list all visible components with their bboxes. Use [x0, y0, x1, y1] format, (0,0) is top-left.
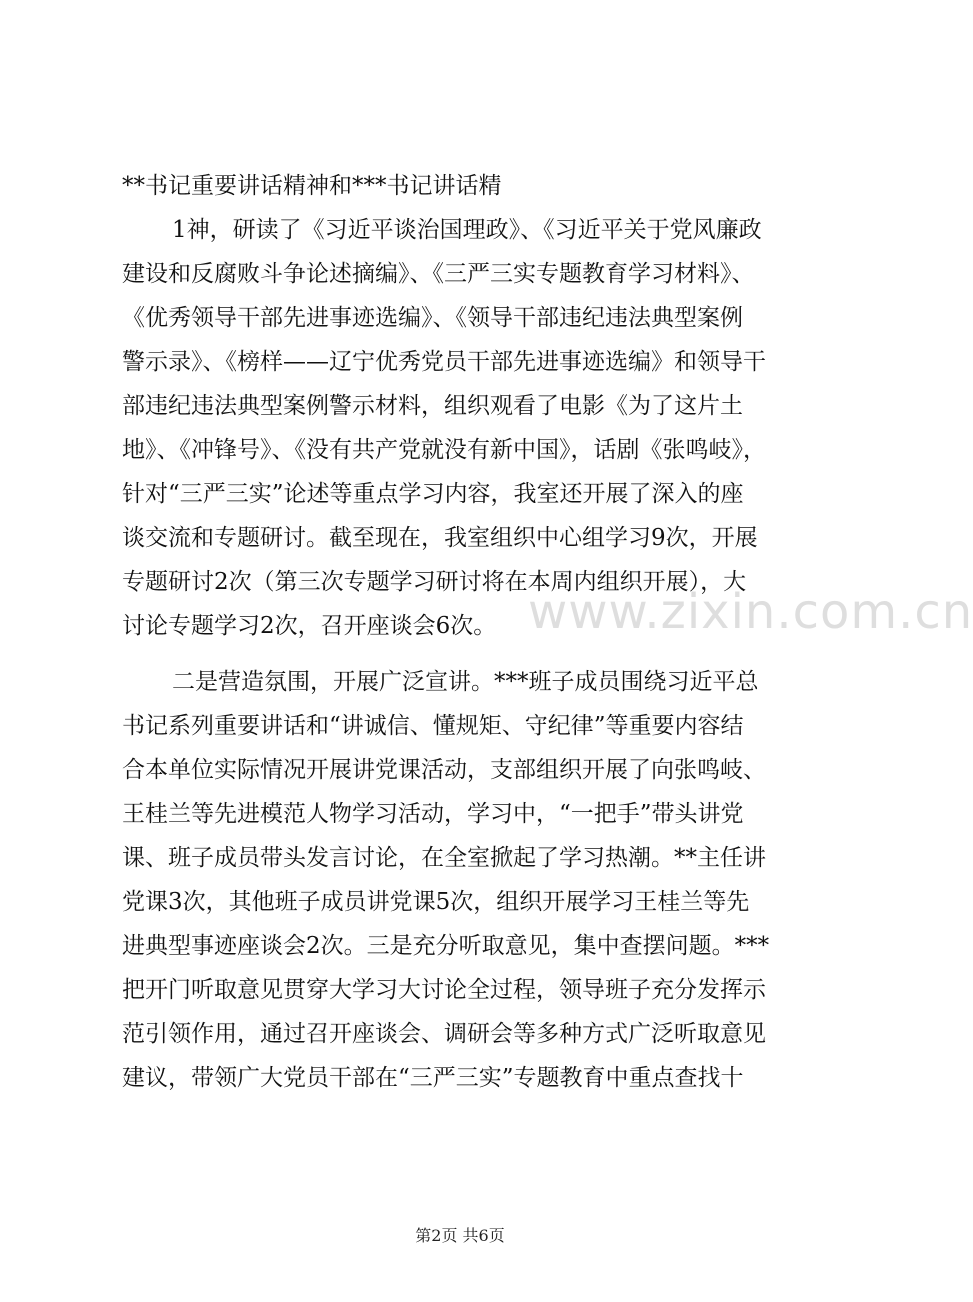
line-text: 《优秀领导干部先进事迹选编》、《领导干部违纪违法典型案例 [122, 305, 743, 331]
line-text: 谈交流和专题研讨。截至现在，我室组织中心组学习9次，开展 [122, 525, 758, 551]
page-footer [0, 1224, 920, 1248]
line-text: 针对“三严三实”论述等重点学习内容，我室还开展了深入的座 [122, 481, 744, 507]
line-text: 范引领作用，通过召开座谈会、调研会等多种方式广泛听取意见 [122, 1021, 766, 1047]
line-text: 讨论专题学习2次，召开座谈会6次。 [122, 613, 497, 639]
paragraph-line [0, 296, 920, 340]
line-text: 建设和反腐败斗争论述摘编》、《三严三实专题教育学习材料》、 [122, 261, 755, 287]
paragraph-line [0, 1012, 920, 1056]
paragraph-line [0, 472, 920, 516]
paragraph-line [0, 792, 920, 836]
line-text: 把开门听取意见贯穿大学习大讨论全过程，领导班子充分发挥示 [122, 977, 766, 1003]
paragraph-line [0, 924, 920, 968]
line-text: 书记系列重要讲话和“讲诚信、懂规矩、守纪律”等重要内容结 [122, 713, 744, 739]
line-text: 1神，研读了《习近平谈治国理政》、《习近平关于党风廉政 [172, 217, 762, 243]
page-number-label: 第2页 共6页 [415, 1226, 505, 1245]
line-text: 进典型事迹座谈会2次。三是充分听取意见，集中查摆问题。*** [122, 933, 770, 959]
line-text: **书记重要讲话精神和***书记讲话精 [122, 173, 502, 199]
paragraph-line [0, 968, 920, 1012]
watermark: www.zixin.com.cn [528, 584, 973, 640]
paragraph-line [0, 516, 920, 560]
paragraph-line [0, 428, 920, 472]
paragraph-line [0, 252, 920, 296]
line-text: 课、班子成员带头发言讨论，在全室掀起了学习热潮。**主任讲 [122, 845, 766, 871]
line-text: 党课3次，其他班子成员讲党课5次，组织开展学习王桂兰等先 [122, 889, 750, 915]
paragraph-line [0, 384, 920, 428]
paragraph-line [0, 340, 920, 384]
paragraph-line [0, 1056, 920, 1100]
paragraph-line [0, 704, 920, 748]
paragraph-line [0, 880, 920, 924]
paragraph-line [0, 560, 920, 604]
paragraph-line [0, 164, 920, 208]
line-text: 二是营造氛围，开展广泛宣讲。***班子成员围绕习近平总 [172, 669, 759, 695]
paragraph-line [0, 604, 920, 648]
line-text: 地》、《冲锋号》、《没有共产党就没有新中国》，话剧《张鸣岐》， [122, 437, 766, 463]
paragraph-line [0, 660, 920, 704]
paragraph-line [0, 208, 920, 252]
line-text: 合本单位实际情况开展讲党课活动，支部组织开展了向张鸣岐、 [122, 757, 766, 783]
line-text: 王桂兰等先进模范人物学习活动，学习中，“一把手”带头讲党 [122, 801, 744, 827]
paragraph-line [0, 836, 920, 880]
line-text: 建议，带领广大党员干部在“三严三实”专题教育中重点查找十 [122, 1065, 744, 1091]
paragraph-line [0, 748, 920, 792]
line-text: 警示录》、《榜样——辽宁优秀党员干部先进事迹选编》和领导干 [122, 349, 766, 375]
line-text: 部违纪违法典型案例警示材料，组织观看了电影《为了这片土 [122, 393, 743, 419]
line-text: 专题研讨2次（第三次专题学习研讨将在本周内组织开展），大 [122, 569, 747, 595]
